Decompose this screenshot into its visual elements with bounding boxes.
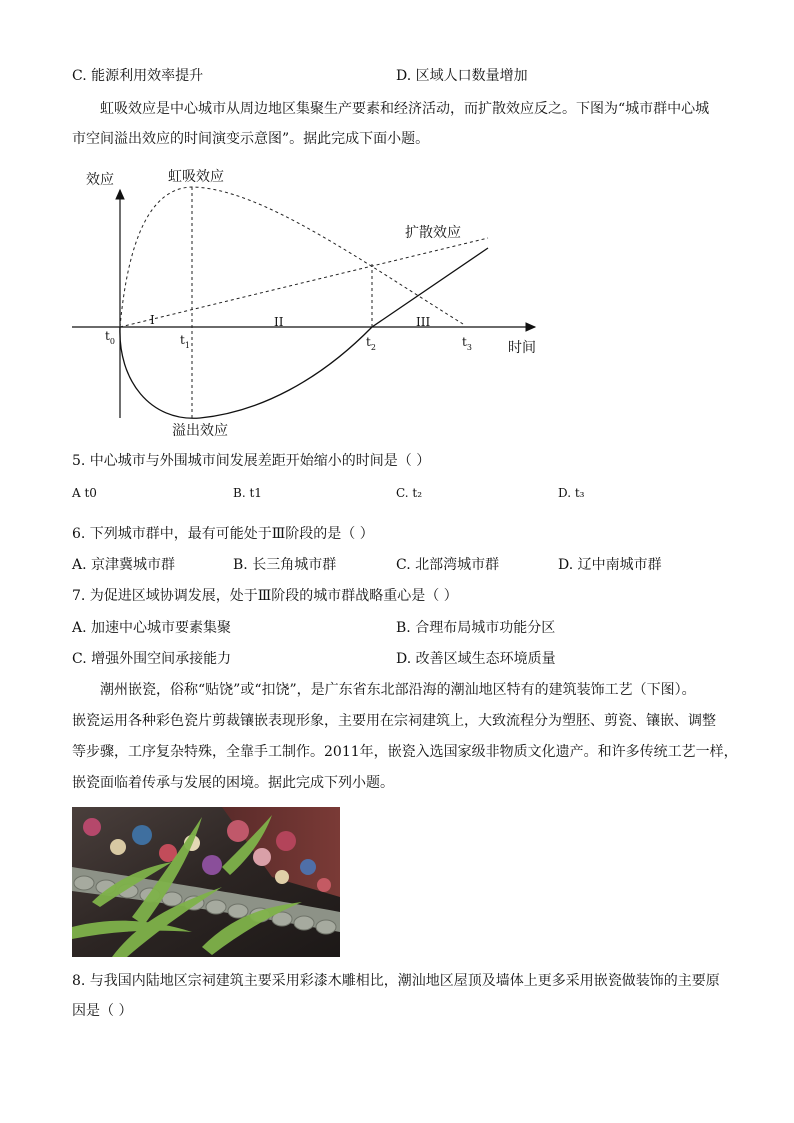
q5-option-a: A t0 (72, 486, 97, 500)
q7-option-a: A. 加速中心城市要素集聚 (72, 620, 232, 636)
stage-3-label: III (416, 315, 431, 329)
spillover-curve (120, 248, 488, 418)
siphon-label: 虹吸效应 (168, 169, 224, 185)
diffusion-line (120, 238, 488, 327)
q6-option-c: C. 北部湾城市群 (396, 557, 500, 573)
option-c: C. 能源利用效率提升 (72, 68, 204, 84)
t0-label: $t_0$ (105, 329, 115, 346)
q6-option-d: D. 辽中南城市群 (558, 557, 662, 573)
t1-label: $t_1$ (180, 333, 190, 350)
y-axis-label: 效应 (86, 172, 114, 188)
q8-line1: 8. 与我国内陆地区宗祠建筑主要采用彩漆木雕相比，潮汕地区屋顶及墙体上更多采用嵌瓷做装饰的主要原 (72, 973, 720, 989)
intro2-line1: 潮州嵌瓷，俗称“贴饶”或“扣饶”，是广东省东北部沿海的潮汕地区特有的建筑装饰工艺（下图）。 (100, 682, 696, 698)
intro2-line2: 嵌瓷运用各种彩色瓷片剪裁镶嵌表现形象，主要用在宗祠建筑上，大致流程分为塑胚、剪瓷、镶嵌、调整 (72, 713, 716, 729)
intro2-line3: 等步骤，工序复杂特殊，全靠手工制作。2011年，嵌瓷入选国家级非物质文化遗产。和许多传统工艺一样， (72, 744, 738, 760)
stage-2-label: II (274, 315, 284, 329)
q5-option-d: D. t₃ (558, 486, 585, 500)
porcelain-inlay-photo (72, 807, 340, 957)
intro2-line4: 嵌瓷面临着传承与发展的困境。据此完成下列小题。 (72, 775, 394, 791)
q6-option-b: B. 长三角城市群 (233, 557, 337, 573)
q6-option-a: A. 京津冀城市群 (72, 557, 176, 573)
t2-label: $t_2$ (366, 335, 376, 352)
q5-option-b: B. t1 (233, 486, 262, 500)
q5-option-c: C. t₂ (396, 486, 423, 500)
spillover-diagram (0, 160, 794, 450)
q7-option-d: D. 改善区域生态环境质量 (396, 651, 556, 667)
diffusion-label: 扩散效应 (405, 225, 461, 241)
q7-option-b: B. 合理布局城市功能分区 (396, 620, 556, 636)
siphon-curve (120, 187, 463, 327)
spillover-label: 溢出效应 (172, 423, 228, 439)
q6-stem: 6. 下列城市群中，最有可能处于Ⅲ阶段的是（ ） (72, 526, 374, 542)
stage-1-label: I (150, 313, 155, 327)
x-axis-label: 时间 (508, 340, 536, 356)
q8-line2: 因是（ ） (72, 1003, 133, 1019)
t3-label: $t_3$ (462, 335, 472, 352)
q7-option-c: C. 增强外围空间承接能力 (72, 651, 232, 667)
q7-stem: 7. 为促进区域协调发展，处于Ⅲ阶段的城市群战略重心是（ ） (72, 588, 458, 604)
option-d: D. 区域人口数量增加 (396, 68, 528, 84)
intro1-line1: 虹吸效应是中心城市从周边地区集聚生产要素和经济活动，而扩散效应反之。下图为“城市群中心城 (100, 101, 710, 117)
q5-stem: 5. 中心城市与外围城市间发展差距开始缩小的时间是（ ） (72, 453, 431, 469)
intro1-line2: 市空间溢出效应的时间演变示意图”。据此完成下面小题。 (72, 131, 430, 147)
